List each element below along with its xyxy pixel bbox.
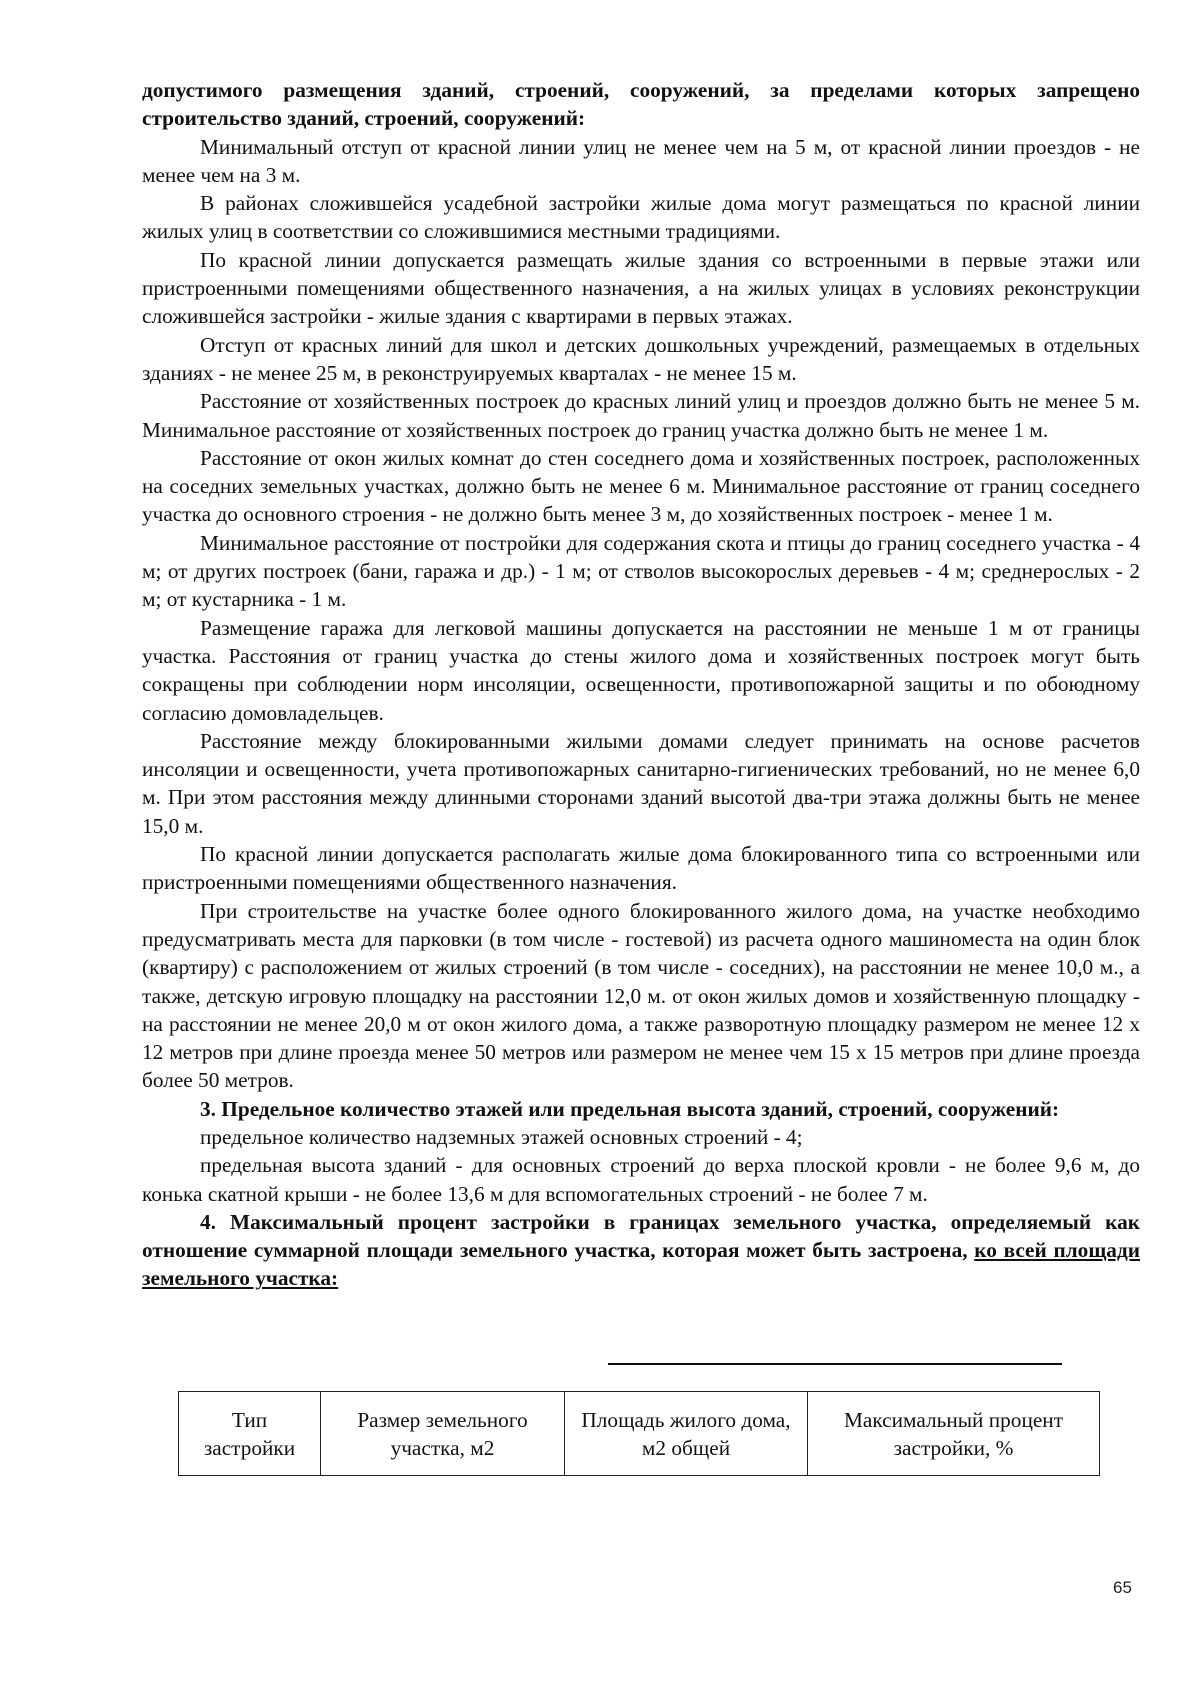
page-number: 65	[1113, 1578, 1132, 1597]
paragraph-red-line-setback: Минимальный отступ от красной линии улиц не менее чем на 5 м, от красной линии проездов - не менее чем на 3 м.	[142, 134, 1140, 187]
paragraph-livestock-distance: Минимальное расстояние от постройки для содержания скота и птицы до границ соседнего участка - 4 м; от других построек (бани, гаража и др.) - 1 м; от стволов высокорослых деревьев - 4 м; среднерослых - 2 м; от кустарника - 1 м.	[142, 530, 1140, 612]
table-header-max-percent: Максимальный процент застройки, %	[808, 1392, 1100, 1476]
section4-heading-line1: 4. Максимальный процент застройки в границах земельного участка, определяемый как отношение суммарной площади земельного участка, которая может быть застроена,	[142, 1209, 1140, 1263]
paragraph-blocked-houses-distance: Расстояние между блокированными жилыми домами следует принимать на основе расчетов инсоляции и освещенности, учета противопожарных санитарно-гигиенических требований, но не менее 6,0 м. При этом расстояния между длинными сторонами зданий высотой два-три этажа должны быть не менее 15,0 м.	[142, 728, 1140, 838]
building-percentage-table	[178, 1391, 1100, 1476]
paragraph-window-distance: Расстояние от окон жилых комнат до стен соседнего дома и хозяйственных построек, расположенных на соседних земельных участках, должно быть не менее 6 м. Минимальное расстояние от границ соседнего участка до основного строения - не должно быть менее 3 м, до хозяйственных построек - менее 1 м.	[142, 445, 1140, 527]
section3-heading: 3. Предельное количество этажей или предельная высота зданий, строений, сооружений:	[200, 1096, 1060, 1121]
table-header-house-area: Площадь жилого дома, м2 общей	[565, 1392, 808, 1476]
intro-heading: допустимого размещения зданий, строений, сооружений, за пределами которых запрещено строительство зданий, строений, сооружений:	[142, 78, 1140, 131]
paragraph-parking-requirements: При строительстве на участке более одного блокированного жилого дома, на участке необходимо предусматривать места для парковки (в том числе - гостевой) из расчета одного машиноместа на один блок (квартиру) с расположением от жилых строений (в том числе - соседних), на расстоянии не менее 10,0 м., а также, детскую игровую площадку на расстоянии 12,0 м. от окон жилых домов и хозяйственную площадку - на расстоянии не менее 20,0 м от окон жилого дома, а также разворотную площадку размером не менее 12 х 12 метров при длине проезда менее 50 метров или размером не менее чем 15 х 15 метров при длине проезда более 50 метров.	[142, 898, 1140, 1093]
paragraph-outbuildings-distance: Расстояние от хозяйственных построек до красных линий улиц и проездов должно быть не менее 5 м. Минимальное расстояние от хозяйственных построек до границ участка должно быть не менее 1 м.	[142, 389, 1140, 442]
table-header-build-type: Тип застройки	[179, 1392, 321, 1476]
section3-item-floors: предельное количество надземных этажей основных строений - 4;	[200, 1124, 803, 1149]
paragraph-homestead-placement: В районах сложившейся усадебной застройки жилые дома могут размещаться по красной линии жилых улиц в соответствии со сложившимися местными традициями.	[142, 191, 1140, 244]
paragraph-blocked-houses-red-line: По красной линии допускается располагать жилые дома блокированного типа со встроенными или пристроенными помещениями общественного назначения.	[142, 842, 1140, 895]
paragraph-schools-setback: Отступ от красных линий для школ и детских дошкольных учреждений, размещаемых в отдельных зданиях - не менее 25 м, в реконструируемых кварталах - не менее 15 м.	[142, 332, 1140, 385]
document-page	[142, 76, 1141, 1460]
section4-underline-rule	[608, 1363, 1062, 1365]
paragraph-red-line-buildings: По красной линии допускается размещать жилые здания со встроенными в первые этажи или пристроенными помещениями общественного назначения, а на жилых улицах в условиях реконструкции сложившейся застройки - жилые здания с квартирами в первых этажах.	[142, 247, 1140, 329]
section3-item-height: предельная высота зданий - для основных строений до верха плоской кровли - не более 9,6 м, до конька скатной крыши - не более 13,6 м для вспомогательных строений - не более 7 м.	[142, 1153, 1140, 1206]
section4-heading	[142, 1208, 1140, 1293]
table-header-row	[179, 1392, 1100, 1476]
section4-heading-line2: ко всей площади земельного участка:	[142, 1238, 1141, 1291]
table-header-plot-size: Размер земельного участка, м2	[321, 1392, 565, 1476]
paragraph-garage-placement: Размещение гаража для легковой машины допускается на расстоянии не меньше 1 м от границы участка. Расстояния от границ участка до стены жилого дома и хозяйственных построек могут быть сокращены при соблюдении норм инсоляции, освещенности, противопожарной защиты и по обоюдному согласию домовладельцев.	[142, 615, 1140, 725]
